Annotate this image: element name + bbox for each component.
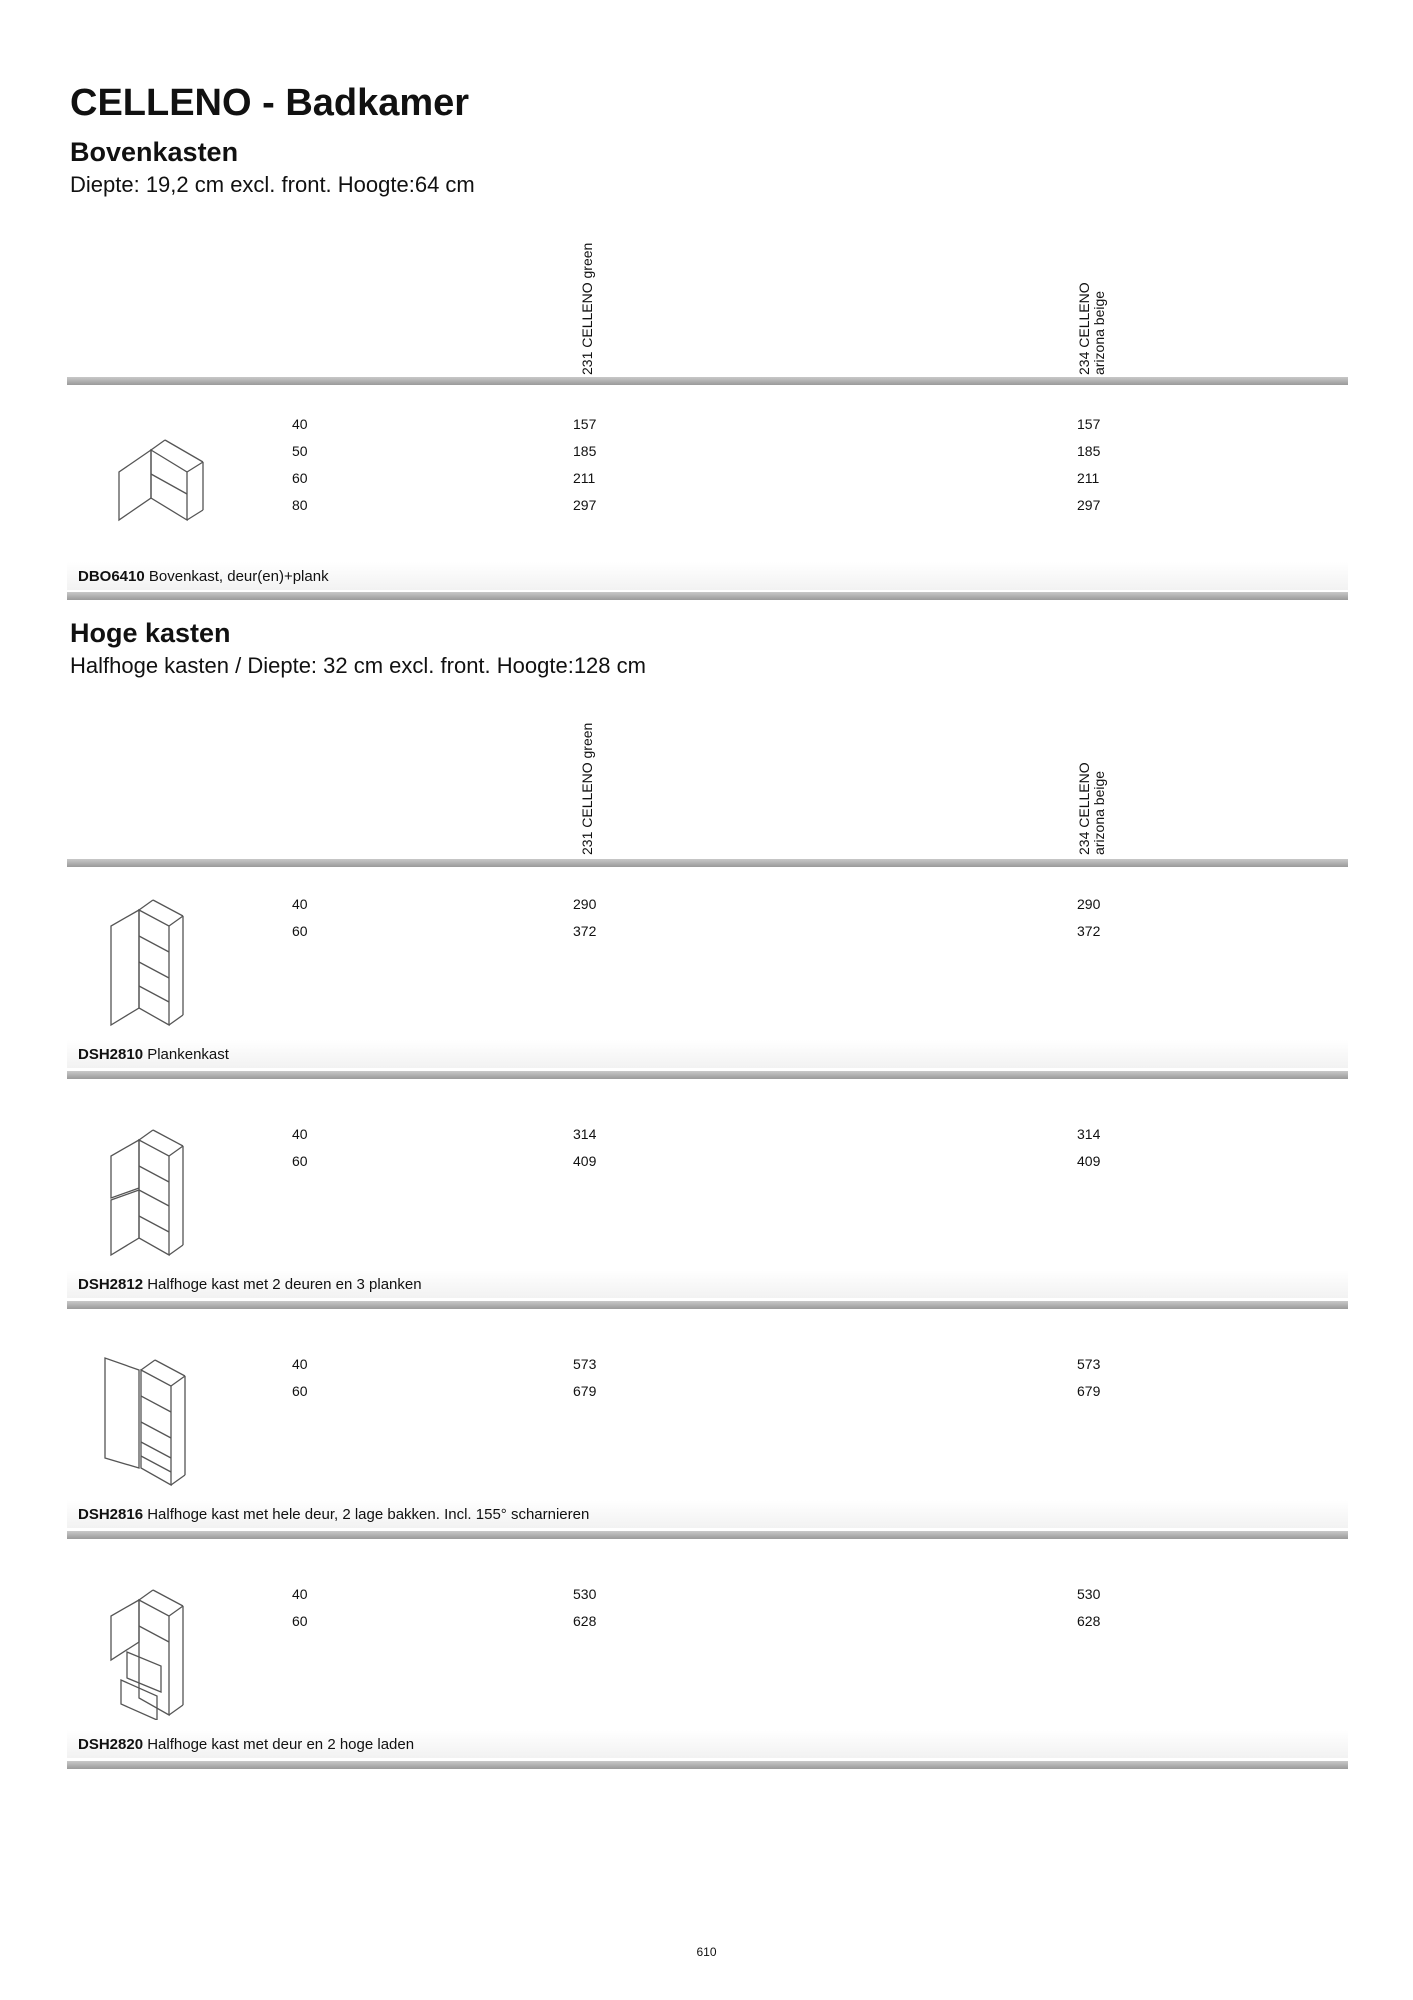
width-value: 60 (292, 1613, 308, 1629)
product-row (67, 1350, 1348, 1540)
price-234: 409 (1077, 1153, 1101, 1169)
width-value: 60 (292, 1153, 308, 1169)
product-description: Halfhoge kast met deur en 2 hoge laden (147, 1736, 415, 1753)
divider (67, 1301, 1348, 1309)
column-label: 231 CELLENO green (579, 242, 595, 375)
price-231: 628 (573, 1613, 597, 1629)
column-label-line2: arizona beige (1091, 770, 1107, 855)
width-value: 40 (292, 1586, 308, 1602)
divider (67, 377, 1348, 385)
door-trays-cabinet-icon (97, 1350, 207, 1490)
price-231: 314 (573, 1126, 597, 1142)
price-234: 157 (1077, 416, 1101, 432)
price-234: 628 (1077, 1613, 1101, 1629)
shelf-cabinet-icon (97, 890, 207, 1030)
product-description: Halfhoge kast met hele deur, 2 lage bakken. Incl. 155° scharnieren (147, 1506, 590, 1523)
width-value: 60 (292, 923, 308, 939)
divider (67, 1071, 1348, 1079)
product-row (67, 1580, 1348, 1770)
product-label (67, 1270, 1348, 1298)
product-label (67, 562, 1348, 590)
price-231: 573 (573, 1356, 597, 1372)
column-label: 231 CELLENO green (579, 722, 595, 855)
column-header-231 (580, 205, 620, 375)
product-code: DSH2820 (78, 1736, 144, 1753)
price-231: 297 (573, 497, 597, 513)
price-234: 185 (1077, 443, 1101, 459)
width-value: 40 (292, 416, 308, 432)
price-231: 157 (573, 416, 597, 432)
page-number: 610 (696, 1945, 717, 1959)
price-234: 530 (1077, 1586, 1101, 1602)
width-value: 50 (292, 443, 308, 459)
price-234: 372 (1077, 923, 1101, 939)
column-label-line1: 234 CELLENO (1076, 282, 1092, 375)
two-door-cabinet-icon (97, 1120, 207, 1260)
product-label (67, 1730, 1348, 1758)
price-234: 211 (1077, 470, 1100, 486)
column-label-line1: 234 CELLENO (1076, 762, 1092, 855)
price-234: 290 (1077, 896, 1101, 912)
product-code: DSH2810 (78, 1046, 144, 1063)
product-label (67, 1040, 1348, 1068)
product-code: DSH2816 (78, 1506, 144, 1523)
column-header-234 (1077, 685, 1117, 855)
column-header-234 (1077, 205, 1117, 375)
price-234: 679 (1077, 1383, 1101, 1399)
price-231: 679 (573, 1383, 597, 1399)
page-title: CELLENO - Badkamer (70, 82, 470, 124)
divider (67, 1761, 1348, 1769)
product-label (67, 1500, 1348, 1528)
price-234: 573 (1077, 1356, 1101, 1372)
price-234: 297 (1077, 497, 1101, 513)
section-subheading-hoge-kasten: Halfhoge kasten / Diepte: 32 cm excl. front. Hoogte:128 cm (70, 653, 646, 678)
product-description: Halfhoge kast met 2 deuren en 3 planken (147, 1276, 422, 1293)
product-code: DBO6410 (78, 568, 145, 585)
column-header-231 (580, 685, 620, 855)
product-row (67, 410, 1348, 600)
price-231: 290 (573, 896, 597, 912)
price-231: 530 (573, 1586, 597, 1602)
section-subheading-bovenkasten: Diepte: 19,2 cm excl. front. Hoogte:64 cm (70, 172, 475, 197)
product-row (67, 1120, 1348, 1310)
price-231: 372 (573, 923, 597, 939)
width-value: 40 (292, 896, 308, 912)
price-231: 211 (573, 470, 596, 486)
width-value: 80 (292, 497, 308, 513)
width-value: 60 (292, 1383, 308, 1399)
product-description: Plankenkast (147, 1046, 229, 1063)
width-value: 40 (292, 1356, 308, 1372)
door-drawers-cabinet-icon (97, 1580, 207, 1720)
width-value: 40 (292, 1126, 308, 1142)
product-code: DSH2812 (78, 1276, 144, 1293)
price-234: 314 (1077, 1126, 1101, 1142)
product-description: Bovenkast, deur(en)+plank (148, 568, 329, 585)
divider (67, 592, 1348, 600)
product-row (67, 890, 1348, 1080)
divider (67, 859, 1348, 867)
price-231: 409 (573, 1153, 597, 1169)
width-value: 60 (292, 470, 308, 486)
section-heading-hoge-kasten: Hoge kasten (70, 618, 231, 648)
price-231: 185 (573, 443, 597, 459)
divider (67, 1531, 1348, 1539)
section-heading-bovenkasten: Bovenkasten (70, 137, 239, 167)
wall-cabinet-icon (107, 432, 217, 532)
column-label-line2: arizona beige (1091, 290, 1107, 375)
